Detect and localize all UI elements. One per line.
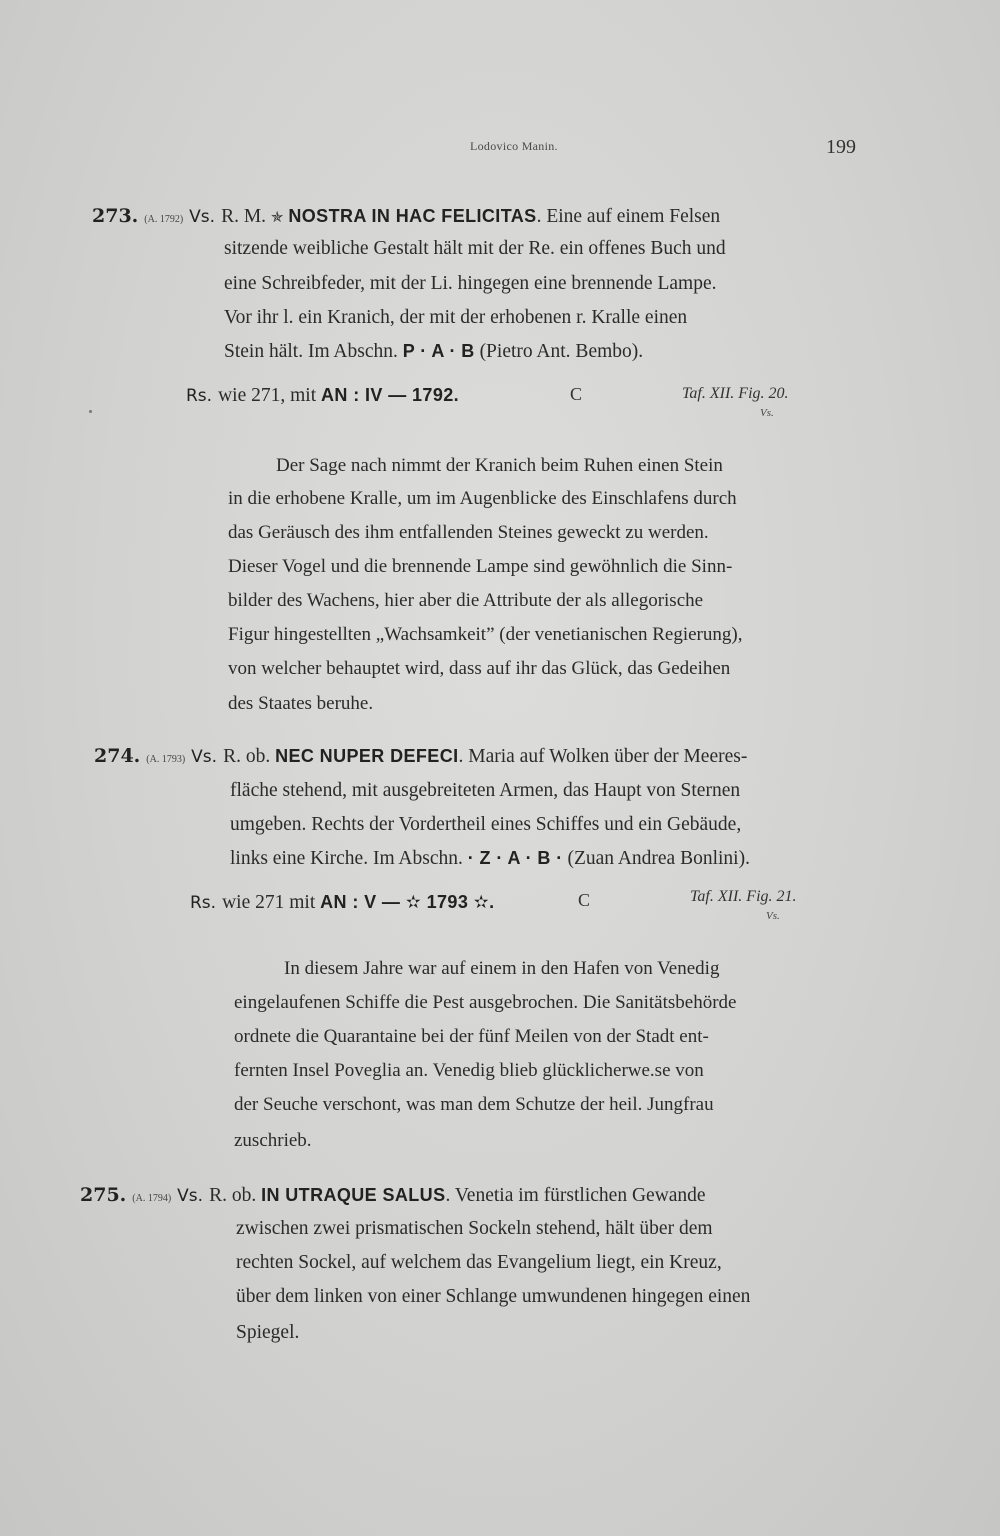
reverse-legend: AN : V — ✫ 1793 ✫. <box>320 892 495 912</box>
entry-year-annotation: (A. 1794) <box>132 1193 172 1204</box>
engraver-name: (Pietro Ant. Bembo). <box>474 341 644 362</box>
paper-speck <box>89 410 92 413</box>
commentary-line: zuschrieb. <box>234 1130 312 1151</box>
obverse-legend: NEC NUPER DEFECI <box>275 746 459 766</box>
entry-number: 275. <box>80 1184 127 1206</box>
collection-mark: C <box>570 384 583 404</box>
commentary-line: In diesem Jahre war auf einem in den Hafen von Venedig <box>284 958 720 979</box>
entry-first-line <box>92 205 720 228</box>
description-last-line <box>224 341 643 363</box>
description-line: Vor ihr l. ein Kranich, der mit der erhobenen r. Kralle einen <box>224 307 688 328</box>
obverse-text: . Venetia im fürstlichen Gewande <box>445 1185 706 1206</box>
description-line: Spiegel. <box>236 1322 300 1343</box>
plate-side: Vs. <box>766 910 780 922</box>
obverse-legend: IN UTRAQUE SALUS <box>261 1185 446 1205</box>
description-text: links eine Kirche. Im Abschn. <box>230 848 468 869</box>
obverse-legend: NOSTRA IN HAC FELICITAS <box>288 206 537 226</box>
commentary-line: Der Sage nach nimmt der Kranich beim Ruhen einen Stein <box>276 455 723 476</box>
entry-first-line <box>94 745 747 768</box>
obverse-lead: R. ob. <box>209 1185 262 1206</box>
obverse-text: . Maria auf Wolken über der Meeres- <box>458 746 748 767</box>
description-line: umgeben. Rechts der Vordertheil eines Schiffes und ein Gebäude, <box>230 814 742 835</box>
commentary-line: das Geräusch des ihm entfallenden Steines geweckt zu werden. <box>228 522 709 543</box>
commentary-line: der Seuche verschont, was man dem Schutze der heil. Jungfrau <box>234 1094 714 1115</box>
reverse-line <box>190 892 495 914</box>
entry-year-annotation: (A. 1792) <box>144 214 184 225</box>
description-line: fläche stehend, mit ausgebreiteten Armen, das Haupt von Sternen <box>230 780 741 801</box>
obverse-text: . Eine auf einem Felsen <box>536 206 721 227</box>
commentary-line: bilder des Wachens, hier aber die Attribute der als allegorische <box>228 590 704 611</box>
reverse-text: wie 271, mit <box>218 385 321 406</box>
plate-reference: Taf. XII. Fig. 20. <box>682 385 789 402</box>
reverse-label: Rs. <box>190 893 217 913</box>
entry-number: 273. <box>92 205 139 227</box>
description-text: Stein hält. Im Abschn. <box>224 341 403 362</box>
commentary-line: fernten Insel Poveglia an. Venedig blieb glücklicherwe.se von <box>234 1060 704 1081</box>
obverse-label: Vs. <box>189 207 216 227</box>
page-number: 199 <box>826 136 856 158</box>
reverse-legend: AN : IV — 1792. <box>321 385 460 405</box>
running-title: Lodovico Manin. <box>470 139 558 153</box>
entry-first-line <box>80 1184 706 1207</box>
commentary-line: ordnete die Quarantaine bei der fünf Meilen von der Stadt ent- <box>234 1026 709 1047</box>
engraver-signature: · Z · A · B · <box>467 848 563 868</box>
plate-side: Vs. <box>760 407 774 419</box>
commentary-line: Figur hingestellten „Wachsamkeit” (der venetianischen Regierung), <box>228 624 743 645</box>
engraver-signature: P · A · B <box>402 341 475 361</box>
obverse-label: Vs. <box>191 747 218 767</box>
star-icon: ✯ <box>270 210 284 226</box>
description-line: eine Schreibfeder, mit der Li. hingegen eine brennende Lampe. <box>224 273 717 294</box>
description-line: rechten Sockel, auf welchem das Evangelium liegt, ein Kreuz, <box>236 1252 722 1273</box>
reverse-line <box>186 385 459 407</box>
commentary-line: des Staates beruhe. <box>228 693 374 714</box>
reverse-label: Rs. <box>186 386 213 406</box>
obverse-lead: R. ob. <box>223 746 276 767</box>
obverse-lead: R. M. <box>221 206 271 227</box>
commentary-line: in die erhobene Kralle, um im Augenblicke des Einschlafens durch <box>228 488 737 509</box>
commentary-line: von welcher behauptet wird, dass auf ihr das Glück, das Gedeihen <box>228 658 731 679</box>
collection-mark: C <box>578 890 591 910</box>
commentary-line: eingelaufenen Schiffe die Pest ausgebrochen. Die Sanitätsbehörde <box>234 992 737 1013</box>
description-line: zwischen zwei prismatischen Sockeln stehend, hält über dem <box>236 1218 713 1239</box>
reverse-text: wie 271 mit <box>222 892 321 913</box>
description-line: sitzende weibliche Gestalt hält mit der Re. ein offenes Buch und <box>224 238 726 259</box>
description-last-line <box>230 848 750 870</box>
entry-year-annotation: (A. 1793) <box>146 754 186 765</box>
plate-reference: Taf. XII. Fig. 21. <box>690 888 797 905</box>
engraver-name: (Zuan Andrea Bonlini). <box>562 848 750 869</box>
description-line: über dem linken von einer Schlange umwundenen hingegen einen <box>236 1286 751 1307</box>
commentary-line: Dieser Vogel und die brennende Lampe sind gewöhnlich die Sinn- <box>228 556 733 577</box>
entry-number: 274. <box>94 745 141 767</box>
obverse-label: Vs. <box>177 1186 204 1206</box>
